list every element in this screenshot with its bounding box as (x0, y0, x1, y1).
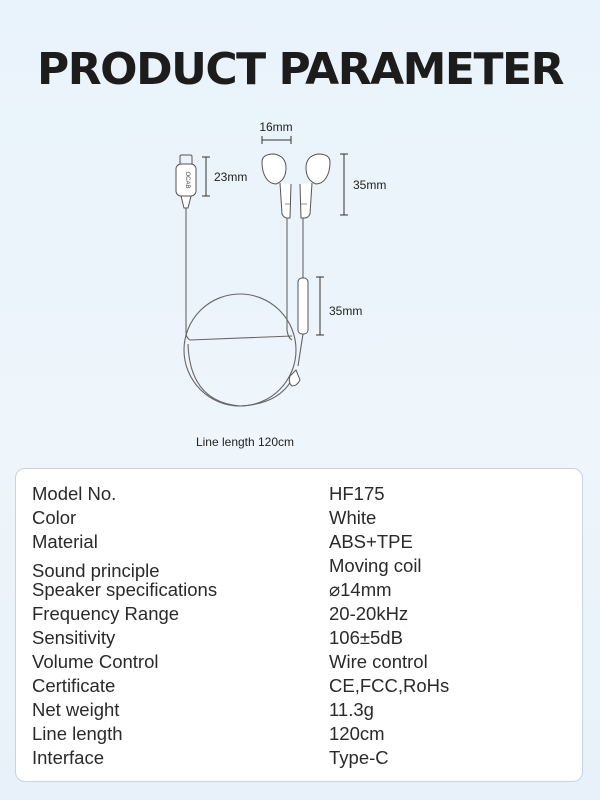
left-earbud (262, 154, 292, 340)
spec-value: Type-C (329, 747, 389, 768)
spec-label: Material (32, 531, 98, 552)
spec-row-material (32, 531, 572, 555)
spec-value: 11.3g (329, 699, 374, 720)
type-c-plug (176, 155, 196, 208)
spec-label: Volume Control (32, 651, 159, 672)
dim-width-label: 16mm (259, 120, 293, 134)
spec-label: Sensitivity (32, 627, 116, 648)
spec-label: Model No. (32, 483, 117, 504)
spec-row-weight (32, 699, 572, 723)
spec-table (15, 468, 583, 782)
inline-remote (298, 278, 308, 334)
spec-row-frequency (32, 603, 572, 627)
cable (186, 208, 292, 340)
spec-value: 120cm (329, 723, 385, 744)
page-title: PRODUCT PARAMETER (37, 44, 563, 95)
spec-value: CE,FCC,RoHs (329, 675, 450, 696)
spec-label: Frequency Range (32, 603, 180, 624)
spec-value: 106±5dB (329, 627, 403, 648)
spec-label: Interface (32, 747, 104, 768)
dimension-width (259, 120, 292, 144)
spec-value: 20-20kHz (329, 603, 409, 624)
spec-label: Net weight (32, 699, 120, 720)
spec-label: Speaker specifications (32, 579, 218, 600)
dim-plug-label: 23mm (214, 170, 248, 184)
spec-value: ABS+TPE (329, 531, 413, 552)
spec-label: Color (32, 507, 77, 528)
spec-label: Certificate (32, 675, 116, 696)
spec-row-sound-principle (32, 557, 572, 581)
spec-row-model (32, 483, 572, 507)
spec-value: White (329, 507, 377, 528)
spec-label: Sound principle (32, 560, 160, 581)
spec-row-volume (32, 651, 572, 675)
line-length-caption: Line length 120cm (195, 435, 295, 449)
spec-row-color (32, 507, 572, 531)
spec-value: Moving coil (329, 555, 422, 576)
spec-row-speaker (32, 579, 572, 603)
dimension-control (316, 277, 362, 335)
spec-row-line-length (32, 723, 572, 747)
dim-control-label: 35mm (329, 304, 363, 318)
spec-row-interface (32, 747, 572, 771)
dimension-plug (202, 157, 247, 196)
spec-row-sensitivity (32, 627, 572, 651)
dim-earbud-label: 35mm (353, 178, 387, 192)
dimension-earbud (340, 154, 386, 215)
spec-value: HF175 (329, 483, 385, 504)
spec-value: Wire control (329, 651, 428, 672)
earphone-diagram (0, 110, 600, 455)
cable-loop (184, 294, 296, 406)
spec-row-certificate (32, 675, 572, 699)
spec-value: ⌀14mm (329, 579, 392, 600)
right-earbud (300, 154, 330, 278)
spec-label: Line length (32, 723, 123, 744)
plug-brand-text: OCAB (184, 171, 190, 189)
